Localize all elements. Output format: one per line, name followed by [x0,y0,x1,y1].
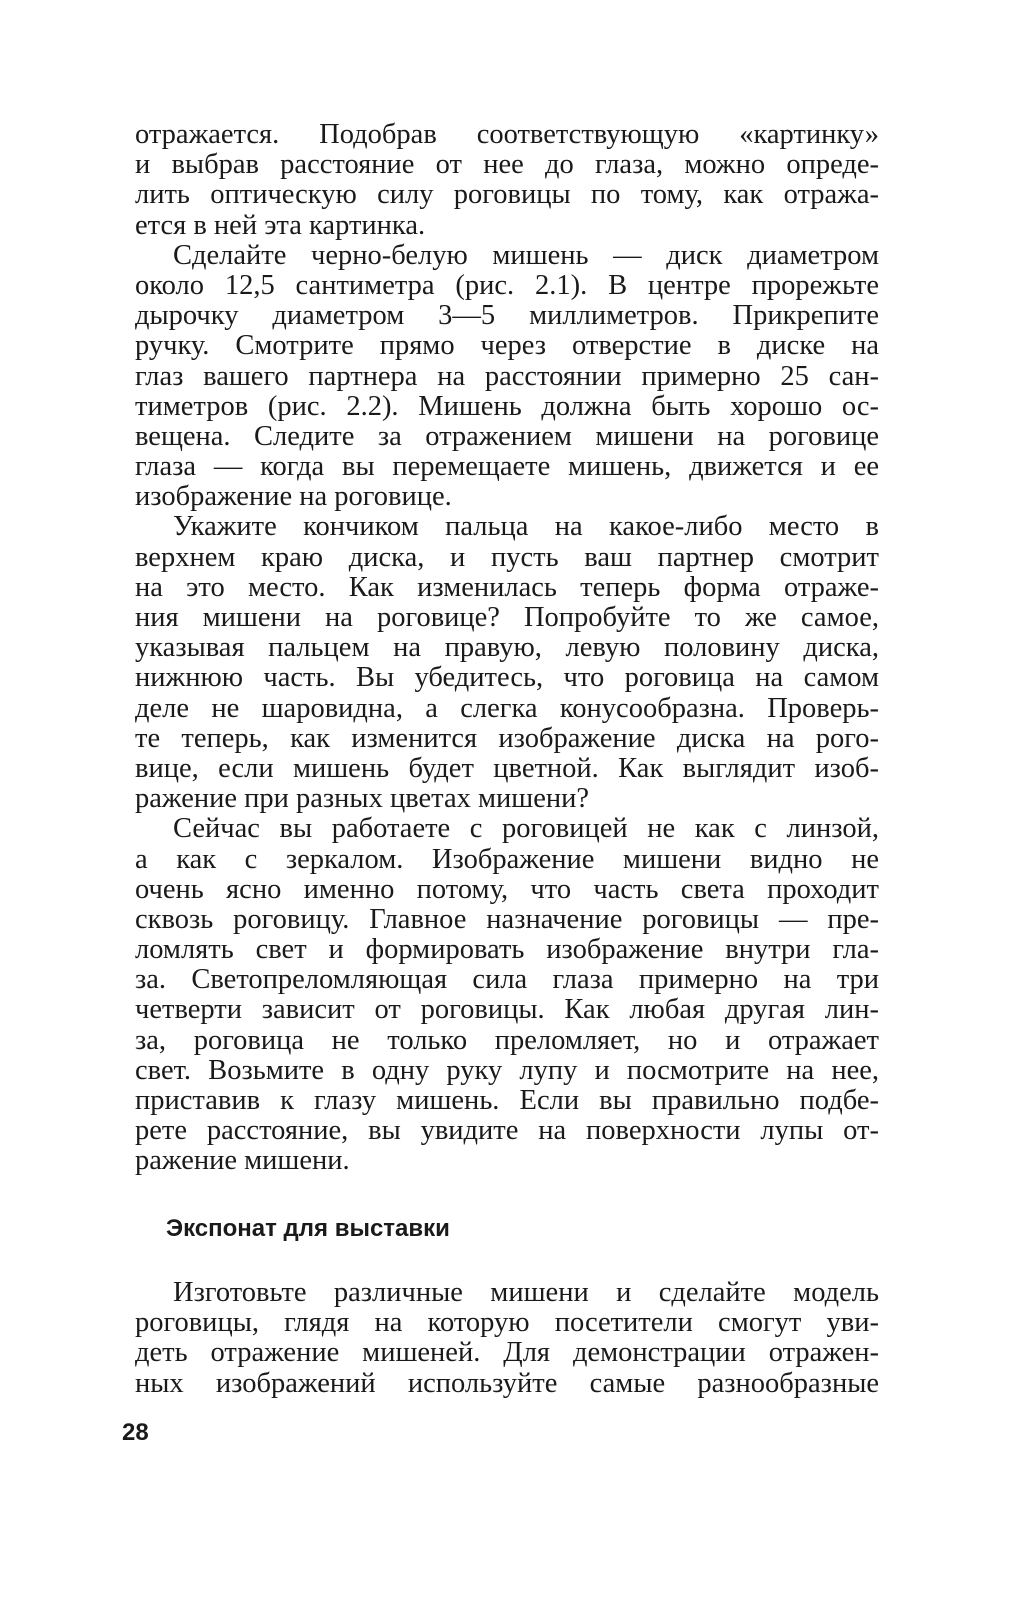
text-line: вице, если мишень будет цветной. Как выглядит изоб- [135,752,879,784]
text-line: вещена. Следите за отражением мишени на роговице [135,420,879,452]
text-line: Укажите кончиком пальца на какое-либо место в [173,511,879,543]
section-body [135,1278,879,1399]
text-line: ражение мишени. [135,1145,350,1177]
text-line: нижнюю часть. Вы убедитесь, что роговица на самом [135,662,879,694]
text-line: ручку. Смотрите прямо через отверстие в диске на [135,330,879,362]
text-line: ломлять свет и формировать изображение внутри гла- [135,934,879,966]
text-line: указывая пальцем на правую, левую половину диска, [135,632,879,664]
text-line: лить оптическую силу роговицы по тому, как отража- [135,179,879,211]
text-line: изображение на роговице. [135,481,452,513]
text-line: Сейчас вы работаете с роговицей не как с линзой, [173,813,879,845]
text-line: ния мишени на роговице? Попробуйте то же самое, [135,602,879,633]
page-body [135,120,879,1177]
text-line: верхнем краю диска, и пусть ваш партнер смотрит [135,541,879,573]
text-line: тиметров (рис. 2.2). Мишень должна быть хорошо ос- [135,390,879,422]
text-line: Сделайте черно-белую мишень — диск диаметром [173,239,879,271]
text-line: глаз вашего партнера на расстоянии примерно 25 сан- [135,360,879,392]
page-number: 28 [122,1419,149,1446]
text-line: на это место. Как изменилась теперь форма отраже- [135,571,879,603]
text-line: ных изображений используйте самые разнообразные [135,1367,879,1399]
paragraph-2 [135,241,879,513]
text-line: деле не шаровидна, а слегка конусообразна. Проверь- [135,692,879,724]
text-line: сквозь роговицу. Главное назначение роговицы — пре- [135,903,879,935]
text-line: свет. Возьмите в одну руку лупу и посмотрите на нее, [135,1054,879,1086]
text-line: около 12,5 сантиметра (рис. 2.1). В центре прорежьте [135,269,879,301]
text-line: четверти зависит от роговицы. Как любая другая лин- [135,994,879,1026]
text-line: отражается. Подобрав соответствующую «картинку» [135,119,879,150]
text-line: а как с зеркалом. Изображение мишени видно не [135,843,879,875]
paragraph-1 [135,120,879,241]
paragraph-4 [135,814,879,1176]
text-line: ражение при разных цветах мишени? [135,783,590,815]
text-line: Изготовьте различные мишени и сделайте модель [173,1277,879,1308]
text-line: деть отражение мишеней. Для демонстрации отражен- [135,1337,879,1369]
text-line: глаза — когда вы перемещаете мишень, движется и ее [135,451,879,483]
paragraph-3 [135,512,879,814]
text-line: за. Светопреломляющая сила глаза примерно на три [135,964,879,996]
text-line: очень ясно именно потому, что часть света проходит [135,873,879,905]
section-heading: Экспонат для выставки [166,1215,450,1242]
text-line: приставив к глазу мишень. Если вы правильно подбе- [135,1085,879,1116]
text-line: дырочку диаметром 3—5 миллиметров. Прикрепите [135,300,879,332]
text-line: роговицы, глядя на которую посетители смогут уви- [135,1307,879,1339]
text-line: и выбрав расстояние от нее до глаза, можно опреде- [135,149,879,181]
text-line: те теперь, как изменится изображение диска на рого- [135,722,879,754]
text-line: рете расстояние, вы увидите на поверхности лупы от- [135,1115,879,1147]
text-line: за, роговица не только преломляет, но и отражает [135,1024,879,1056]
text-line: ется в ней эта картинка. [135,209,426,241]
